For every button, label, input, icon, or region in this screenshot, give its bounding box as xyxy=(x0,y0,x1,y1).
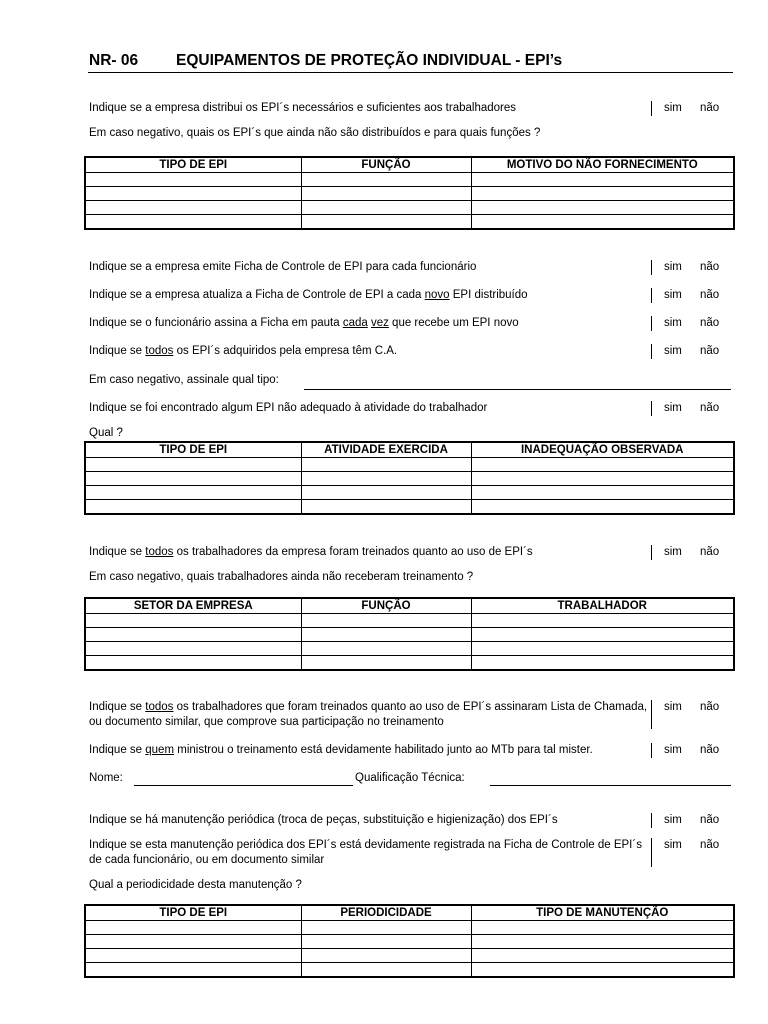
table-cell[interactable] xyxy=(85,458,301,472)
epi-not-supplied-table xyxy=(84,156,735,230)
qualification-label: Qualificação Técnica: xyxy=(355,772,465,784)
table-cell[interactable] xyxy=(471,500,734,515)
option-sim[interactable]: sim xyxy=(664,839,682,851)
question-trainer-qualified: Indique se quem ministrou o treinamento está devidamente habilitado junto ao MTb para tal mister. xyxy=(89,744,593,756)
answer-divider xyxy=(651,344,652,359)
table-cell[interactable] xyxy=(471,215,734,230)
column-header: SETOR DA EMPRESA xyxy=(85,598,301,614)
table-cell[interactable] xyxy=(301,500,471,515)
table-cell[interactable] xyxy=(301,187,471,201)
table-row xyxy=(85,201,734,215)
table-row xyxy=(85,500,734,515)
table-cell[interactable] xyxy=(85,963,301,978)
table-cell[interactable] xyxy=(85,614,301,628)
table-row xyxy=(85,187,734,201)
column-header: TRABALHADOR xyxy=(471,598,734,614)
table-cell[interactable] xyxy=(301,628,471,642)
table-row xyxy=(85,921,734,935)
option-sim[interactable]: sim xyxy=(664,701,682,713)
page-title: EQUIPAMENTOS DE PROTEÇÃO INDIVIDUAL - EPI’s xyxy=(176,52,563,69)
table-row xyxy=(85,458,734,472)
table-cell[interactable] xyxy=(85,628,301,642)
maintenance-table xyxy=(84,904,735,978)
table-cell[interactable] xyxy=(471,656,734,671)
question-which: Qual ? xyxy=(89,427,123,439)
table-cell[interactable] xyxy=(85,949,301,963)
table-cell[interactable] xyxy=(301,486,471,500)
table-cell[interactable] xyxy=(301,949,471,963)
column-header: FUNÇÃO xyxy=(301,157,471,173)
table-cell[interactable] xyxy=(471,628,734,642)
question-inadequate-epi: Indique se foi encontrado algum EPI não adequado à atividade do trabalhador xyxy=(89,402,488,414)
table-row xyxy=(85,486,734,500)
column-header: TIPO DE EPI xyxy=(85,905,301,921)
column-header: MOTIVO DO NÃO FORNECIMENTO xyxy=(471,157,734,173)
option-nao[interactable]: não xyxy=(700,402,720,414)
option-nao[interactable]: não xyxy=(700,744,720,756)
answer-divider xyxy=(651,288,652,303)
table-cell[interactable] xyxy=(85,486,301,500)
question-all-trained: Indique se todos os trabalhadores da empresa foram treinados quanto ao uso de EPI´s xyxy=(89,546,533,558)
answer-divider xyxy=(651,700,652,729)
option-sim[interactable]: sim xyxy=(664,744,682,756)
option-nao[interactable]: não xyxy=(700,261,720,273)
table-cell[interactable] xyxy=(471,472,734,486)
option-nao[interactable]: não xyxy=(700,317,720,329)
question-emits-ficha: Indique se a empresa emite Ficha de Controle de EPI para cada funcionário xyxy=(89,261,477,273)
table-cell[interactable] xyxy=(471,949,734,963)
table-cell[interactable] xyxy=(471,614,734,628)
question-maintenance-registered: Indique se esta manutenção periódica dos EPI´s está devidamente registrada na Ficha de Controle de EPI´s de cada funcionário, ou em documento similar xyxy=(89,839,642,866)
table-cell[interactable] xyxy=(85,215,301,230)
option-sim[interactable]: sim xyxy=(664,289,682,301)
table-row xyxy=(85,173,734,187)
table-cell[interactable] xyxy=(471,187,734,201)
table-cell[interactable] xyxy=(85,921,301,935)
column-header: TIPO DE MANUTENÇÃO xyxy=(471,905,734,921)
answer-divider xyxy=(651,743,652,758)
answer-divider xyxy=(651,401,652,416)
table-cell[interactable] xyxy=(471,458,734,472)
column-header: INADEQUAÇÃO OBSERVADA xyxy=(471,442,734,458)
table-cell[interactable] xyxy=(301,458,471,472)
table-row xyxy=(85,642,734,656)
question-untrained-workers: Em caso negativo, quais trabalhadores ainda não receberam treinamento ? xyxy=(89,571,474,583)
answer-divider xyxy=(651,101,652,116)
option-sim[interactable]: sim xyxy=(664,261,682,273)
question-which-type: Em caso negativo, assinale qual tipo: xyxy=(89,374,279,386)
table-cell[interactable] xyxy=(471,173,734,187)
question-distributes-epi: Indique se a empresa distribui os EPI´s necessários e suficientes aos trabalhadores xyxy=(89,102,517,114)
table-cell[interactable] xyxy=(471,486,734,500)
answer-divider xyxy=(651,316,652,331)
table-cell[interactable] xyxy=(85,201,301,215)
option-sim[interactable]: sim xyxy=(664,317,682,329)
table-row xyxy=(85,472,734,486)
table-cell[interactable] xyxy=(85,500,301,515)
option-nao[interactable]: não xyxy=(700,289,720,301)
question-has-ca: Indique se todos os EPI´s adquiridos pela empresa têm C.A. xyxy=(89,345,398,357)
table-cell[interactable] xyxy=(301,472,471,486)
which-type-input-line[interactable] xyxy=(304,389,731,390)
column-header: TIPO DE EPI xyxy=(85,442,301,458)
table-row xyxy=(85,614,734,628)
table-cell[interactable] xyxy=(85,187,301,201)
table-cell[interactable] xyxy=(301,614,471,628)
option-nao[interactable]: não xyxy=(700,102,720,114)
table-cell[interactable] xyxy=(85,173,301,187)
table-cell[interactable] xyxy=(301,921,471,935)
table-row xyxy=(85,215,734,230)
question-missing-epi: Em caso negativo, quais os EPI´s que ainda não são distribuídos e para quais funções ? xyxy=(89,127,541,139)
qualification-input-line[interactable] xyxy=(490,785,731,786)
answer-divider xyxy=(651,545,652,560)
table-cell[interactable] xyxy=(301,642,471,656)
table-cell[interactable] xyxy=(85,472,301,486)
table-cell[interactable] xyxy=(471,963,734,978)
column-header: ATIVIDADE EXERCIDA xyxy=(301,442,471,458)
table-cell[interactable] xyxy=(471,921,734,935)
table-row xyxy=(85,963,734,978)
table-cell[interactable] xyxy=(85,935,301,949)
table-cell[interactable] xyxy=(471,642,734,656)
title-divider xyxy=(88,72,733,73)
table-cell[interactable] xyxy=(85,642,301,656)
option-sim[interactable]: sim xyxy=(664,102,682,114)
answer-divider xyxy=(651,813,652,828)
option-nao[interactable]: não xyxy=(700,701,720,713)
table-cell[interactable] xyxy=(301,935,471,949)
table-cell[interactable] xyxy=(301,963,471,978)
table-cell[interactable] xyxy=(301,201,471,215)
answer-divider xyxy=(651,260,652,275)
option-nao[interactable]: não xyxy=(700,546,720,558)
table-row xyxy=(85,628,734,642)
column-header: TIPO DE EPI xyxy=(85,157,301,173)
inadequate-epi-table xyxy=(84,441,735,515)
option-nao[interactable]: não xyxy=(700,345,720,357)
option-nao[interactable]: não xyxy=(700,814,720,826)
name-input-line[interactable] xyxy=(134,785,353,786)
name-label: Nome: xyxy=(89,772,123,784)
question-signs-ficha: Indique se o funcionário assina a Ficha em pauta cada vez que recebe um EPI novo xyxy=(89,317,519,329)
option-nao[interactable]: não xyxy=(700,839,720,851)
table-cell[interactable] xyxy=(301,215,471,230)
table-row xyxy=(85,656,734,671)
column-header: PERIODICIDADE xyxy=(301,905,471,921)
question-maintenance-frequency: Qual a periodicidade desta manutenção ? xyxy=(89,879,302,891)
table-row xyxy=(85,949,734,963)
untrained-workers-table xyxy=(84,597,735,671)
column-header: FUNÇÃO xyxy=(301,598,471,614)
table-cell[interactable] xyxy=(85,656,301,671)
table-cell[interactable] xyxy=(471,935,734,949)
option-sim[interactable]: sim xyxy=(664,546,682,558)
option-sim[interactable]: sim xyxy=(664,814,682,826)
option-sim[interactable]: sim xyxy=(664,345,682,357)
question-attendance-list: Indique se todos os trabalhadores que foram treinados quanto ao uso de EPI´s assinaram Lista de Chamada, ou documento similar, que comprove sua participação no treinamento xyxy=(89,701,648,728)
answer-divider xyxy=(651,838,652,867)
question-updates-ficha: Indique se a empresa atualiza a Ficha de Controle de EPI a cada novo EPI distribuído xyxy=(89,289,528,301)
table-row xyxy=(85,935,734,949)
table-cell[interactable] xyxy=(471,201,734,215)
form-code: NR- 06 xyxy=(89,52,139,69)
question-periodic-maintenance: Indique se há manutenção periódica (troca de peças, substituição e higienização) dos EPI´s xyxy=(89,814,558,826)
option-sim[interactable]: sim xyxy=(664,402,682,414)
table-cell[interactable] xyxy=(301,173,471,187)
table-cell[interactable] xyxy=(301,656,471,671)
